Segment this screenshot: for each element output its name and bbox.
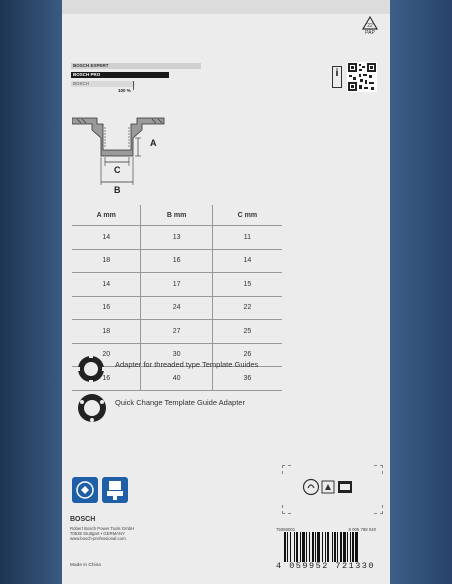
info-icon: i: [332, 66, 342, 88]
product-icons: [72, 477, 128, 503]
barcode-bar: [294, 532, 295, 562]
barcode-bar: [343, 532, 346, 562]
cell-b: 17: [141, 273, 212, 297]
tier-marker: [133, 81, 134, 90]
table-row: [72, 226, 282, 250]
cell-b: 40: [141, 367, 212, 391]
barcode-bar: [337, 532, 338, 562]
column-header-c: C mm: [212, 205, 282, 226]
table-row: [72, 320, 282, 344]
barcode-bar: [325, 532, 326, 562]
column-header-a: A mm: [72, 205, 141, 226]
table-row: [72, 296, 282, 320]
table-header-row: [72, 205, 282, 226]
code-right: 8 005 788 040: [348, 527, 376, 532]
print-mark: [374, 505, 383, 514]
barcode-bar: [300, 532, 301, 562]
cell-a: 16: [72, 296, 141, 320]
dimension-label-b: B: [114, 185, 121, 195]
threaded-adapter-icon: [76, 354, 106, 384]
cell-a: 18: [72, 249, 141, 273]
cell-c: 26: [212, 343, 282, 367]
manufacturer-address: [70, 526, 134, 542]
cell-c: 11: [212, 226, 282, 250]
barcode-bar: [312, 532, 314, 562]
column-header-b: B mm: [141, 205, 212, 226]
adapter-quick-change-label: Quick Change Template Guide Adapter: [115, 398, 245, 407]
qr-code: [347, 62, 377, 92]
cell-b: 13: [141, 226, 212, 250]
address-line: www.bosch-professional.com: [70, 536, 126, 542]
bosch-logo: BOSCH: [70, 516, 96, 523]
barcode-bar: [350, 532, 351, 562]
barcode-bar: [340, 532, 342, 562]
address-line: 70538 Stuttgart • GERMANY: [70, 531, 126, 537]
cell-a: 14: [72, 226, 141, 250]
recycle-label: PAP: [365, 30, 375, 36]
certification-marks: [302, 478, 354, 496]
recycle-triangle-icon: [362, 16, 378, 30]
background-left: [0, 0, 62, 584]
barcode-bar: [352, 532, 354, 562]
barcode-bar: [327, 532, 329, 562]
barcode-bar: [287, 532, 288, 562]
barcode-bar: [290, 532, 291, 562]
barcode: [284, 532, 376, 562]
background-right: [390, 0, 452, 584]
adapter-threaded-label: Adapter for threaded type Template Guides: [115, 360, 259, 369]
cell-c: 22: [212, 296, 282, 320]
ean-number: 4 059952 721330: [276, 561, 376, 571]
recycle-mark: [362, 16, 378, 38]
barcode-bar: [332, 532, 333, 562]
barcode-bar: [284, 532, 286, 562]
dimension-label-c: C: [114, 165, 121, 175]
cell-c: 36: [212, 367, 282, 391]
barcode-bar: [355, 532, 358, 562]
made-in-label: Made in China: [70, 563, 101, 568]
barcode-bar: [309, 532, 310, 562]
adapter-quick-change: [76, 392, 376, 416]
print-mark: [282, 465, 291, 474]
cell-c: 14: [212, 249, 282, 273]
packaging-card: [62, 0, 390, 584]
cell-a: 20: [72, 343, 141, 367]
table-row: [72, 273, 282, 297]
code-left: 75069001: [276, 527, 296, 532]
barcode-bar: [306, 532, 307, 562]
address-line: Robert Bosch Power Tools GmbH: [70, 526, 135, 531]
cell-a: 16: [72, 367, 141, 391]
barcode-bar: [315, 532, 316, 562]
dimension-label-a: A: [150, 138, 157, 148]
cell-c: 15: [212, 273, 282, 297]
hang-tab: [62, 0, 390, 14]
adapter-threaded: [76, 354, 376, 378]
cell-b: 16: [141, 249, 212, 273]
print-mark: [282, 505, 291, 514]
cell-c: 25: [212, 320, 282, 344]
dimension-diagram: [72, 110, 172, 195]
cell-b: 30: [141, 343, 212, 367]
cell-b: 27: [141, 320, 212, 344]
svg-text:22: 22: [367, 23, 373, 29]
tier-expert: BOSCH EXPERT: [71, 63, 201, 69]
print-mark: [374, 465, 383, 474]
barcode-bar: [317, 532, 320, 562]
cell-a: 14: [72, 273, 141, 297]
cell-a: 18: [72, 320, 141, 344]
tier-bosch: BOSCH: [71, 81, 135, 87]
barcode-bar: [322, 532, 323, 562]
barcode-bar: [334, 532, 336, 562]
cell-b: 24: [141, 296, 212, 320]
tier-pro: BOSCH PRO: [71, 72, 169, 78]
barcode-bar: [302, 532, 305, 562]
tier-percent: 100 %: [118, 88, 131, 93]
recycling-mark-icon: [304, 480, 319, 495]
barcode-bar: [347, 532, 348, 562]
quick-change-adapter-icon: [76, 392, 108, 424]
table-row: [72, 249, 282, 273]
barcode-bar: [296, 532, 298, 562]
